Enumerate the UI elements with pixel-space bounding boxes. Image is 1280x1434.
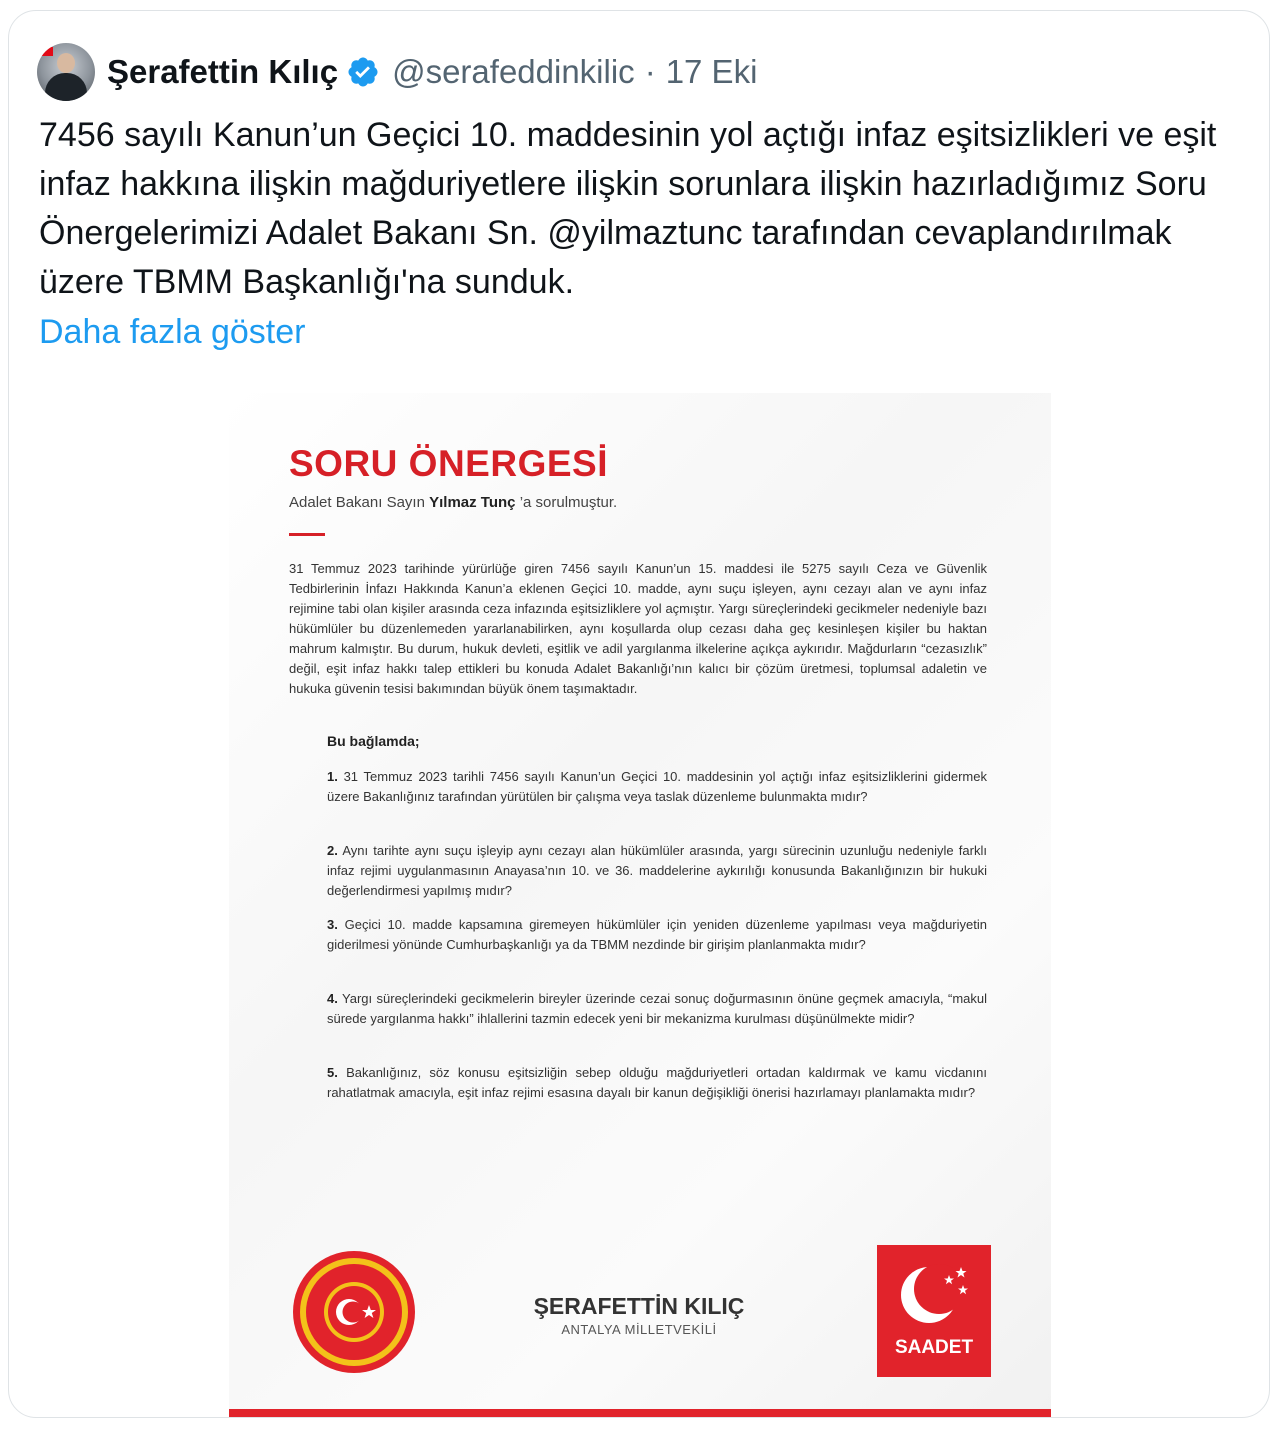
doc-subtitle-prefix: Adalet Bakanı Sayın xyxy=(289,494,425,511)
meta-separator: · xyxy=(644,53,656,90)
doc-divider xyxy=(289,533,325,536)
tweet-header xyxy=(37,41,757,103)
author-handle[interactable]: @serafeddinkilic xyxy=(392,53,635,90)
question-text: Bakanlığınız, söz konusu eşitsizliğin sebep olduğu mağduriyetleri ortadan kaldırmak ve kamu vicdanını rahatlatmak amacıyla, eşit infaz rejimi esasına dayalı bir kanun değişikliği önerisi hazırlamayı planlamakta mıdır? xyxy=(327,1065,987,1100)
doc-paragraph: 31 Temmuz 2023 tarihinde yürürlüğe giren 7456 sayılı Kanun’un 15. maddesi ile 5275 sayılı Ceza ve Güvenlik Tedbirlerinin İnfazı Hakkında Kanun’a eklenen Geçici 10. madde, aynı suçu işleyen, aynı cezayı alan ve aynı infaz rejimine tabi olan kişiler arasında ceza infazında eşitsizliklere yol açmıştır. Yargı süreçlerindeki gecikmeler nedeniyle bazı hükümlüler bu düzenlemeden yararlanabilirken, aynı koşullarda olup cezası daha geç kesinleşen kişiler bu haktan mahrum kalmıştır. Bu durum, hukuk devleti, eşitlik ve adil yargılanma ilkelerine açıkça aykırıdır. Mağdurların “cezasızlık” değil, eşit infaz hakkı talep ettikleri bu konuda Adalet Bakanlığı’nın kalıcı bir çözüm üretmesi, toplumsal adaletin ve hukuka güvenin tesisi bakımından büyük önem taşımaktadır. xyxy=(289,561,987,696)
party-name: SAADET xyxy=(894,1337,974,1358)
doc-subtitle-suffix: ’a sorulmuştur. xyxy=(519,494,618,511)
question-number: 5. xyxy=(327,1065,338,1080)
question-text: 31 Temmuz 2023 tarihli 7456 sayılı Kanun’un Geçici 10. maddesinin yol açtığı infaz eşitsizliklerini gidermek üzere Bakanlığınız tarafından yürütülen bir çalışma veya taslak düzenleme bulunmakta mıdır? xyxy=(327,769,987,804)
question-number: 2. xyxy=(327,843,338,858)
avatar-head xyxy=(57,53,75,73)
signature-role: ANTALYA MİLLETVEKİLİ xyxy=(561,1322,717,1337)
tbmm-seal-icon xyxy=(291,1249,417,1375)
doc-signature xyxy=(429,1293,849,1337)
tweet-text: 7456 sayılı Kanun’un Geçici 10. maddesinin yol açtığı infaz eşitsizlikleri ve eşit infaz hakkına ilişkin mağduriyetlere ilişkin sorunlara ilişkin hazırladığımız Soru Önergelerimizi Adalet Bakanı Sn. @yilmaztunc tarafından cevaplandırılmak üzere TBMM Başkanlığı'na sunduk. xyxy=(39,116,1217,301)
doc-question xyxy=(327,989,987,1029)
show-more-link[interactable]: Daha fazla göster xyxy=(39,313,306,351)
doc-bottom-bar xyxy=(229,1409,1051,1418)
avatar-body xyxy=(45,73,87,101)
doc-question xyxy=(327,841,987,901)
doc-footer xyxy=(229,1233,1051,1393)
question-text: Aynı tarihte aynı suçu işleyip aynı cezayı alan hükümlüler arasında, yargı sürecinin uzunluğu nedeniyle farklı infaz rejimi uygulanmasının Anayasa’nın 10. ve 36. maddelerine aykırılığı konusunda Bakanlığınızın bir hukuki değerlendirmesi yapılmış mıdır? xyxy=(327,843,987,898)
doc-title: SORU ÖNERGESİ xyxy=(289,443,608,484)
crescent-star-icon xyxy=(877,1245,991,1337)
question-text: Geçici 10. madde kapsamına giremeyen hükümlüler için yeniden düzenleme yapılması veya mağduriyetin giderilmesi yönünde Cumhurbaşkanlığı ya da TBMM nezdinde bir girişim planlanmakta mıdır? xyxy=(327,917,987,952)
signature-name: ŞERAFETTİN KILIÇ xyxy=(533,1293,745,1319)
doc-question xyxy=(327,1063,987,1103)
saadet-logo-icon xyxy=(877,1245,991,1377)
question-number: 1. xyxy=(327,769,338,784)
flag-icon xyxy=(41,47,53,56)
attached-image[interactable] xyxy=(229,393,1051,1418)
avatar[interactable] xyxy=(37,43,95,101)
doc-subtitle xyxy=(289,494,617,511)
tweet-date[interactable]: 17 Eki xyxy=(665,53,758,90)
doc-subtitle-name: Yılmaz Tunç xyxy=(429,494,516,511)
question-number: 4. xyxy=(327,991,338,1006)
author-name[interactable]: Şerafettin Kılıç xyxy=(107,53,339,90)
question-number: 3. xyxy=(327,917,338,932)
doc-question xyxy=(327,915,987,955)
doc-lead: Bu bağlamda; xyxy=(327,733,420,749)
doc-question xyxy=(327,767,987,807)
verified-badge-icon xyxy=(346,55,380,89)
question-text: Yargı süreçlerindeki gecikmelerin bireyler üzerinde cezai sonuç doğurmasının önüne geçmek amacıyla, “makul sürede yargılanma hakkı” ihlallerini tazmin edecek yeni bir mekanizma kurulması düşünülmekte midir? xyxy=(327,991,987,1026)
tweet-card[interactable] xyxy=(8,10,1270,1418)
